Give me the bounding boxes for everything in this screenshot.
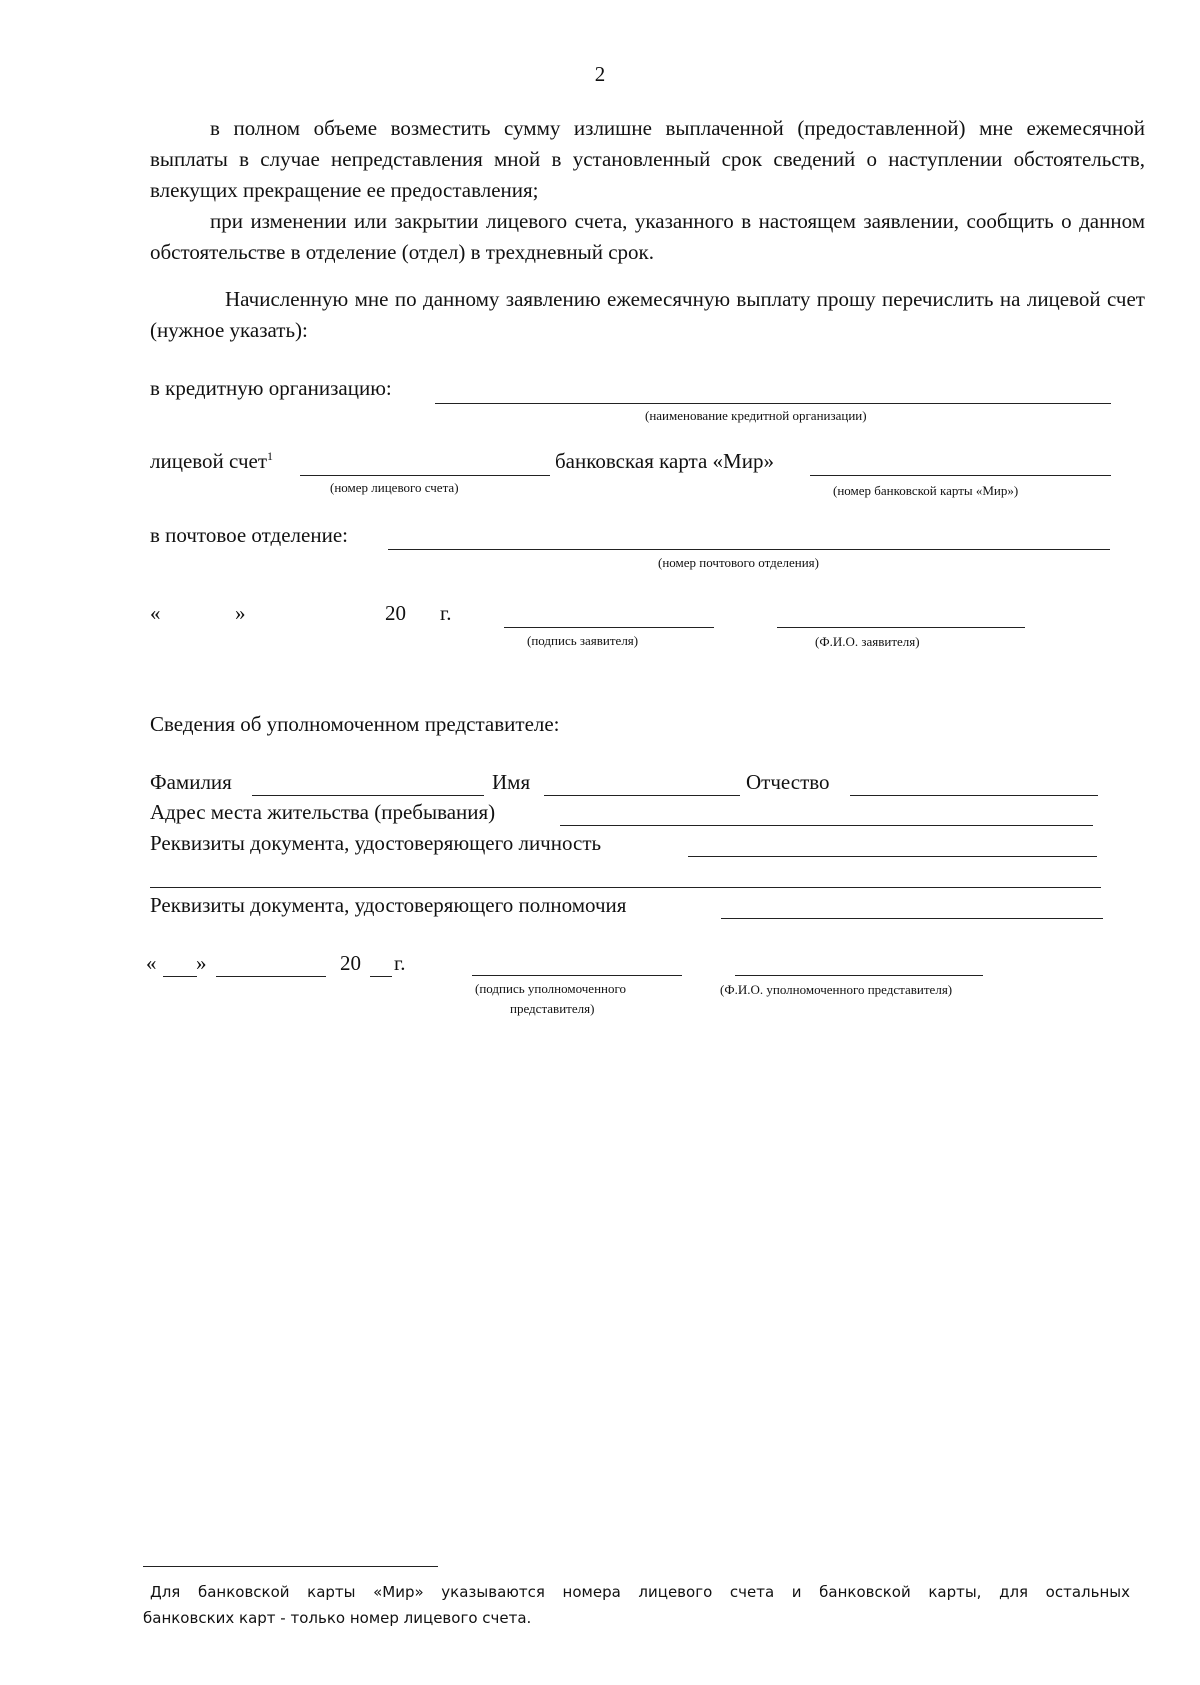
- rep-date-day-field[interactable]: [163, 976, 197, 977]
- rep-date-month-field[interactable]: [216, 976, 326, 977]
- first-name-field[interactable]: [544, 795, 740, 796]
- representative-signature-caption-1: (подпись уполномоченного: [475, 981, 626, 996]
- post-office-caption: (номер почтового отделения): [658, 555, 819, 570]
- authority-document-field[interactable]: [721, 918, 1103, 919]
- account-number-caption: (номер лицевого счета): [330, 480, 459, 495]
- credit-org-caption: (наименование кредитной организации): [645, 408, 867, 423]
- applicant-date-g: г.: [440, 601, 452, 625]
- rep-date-close-quote: »: [196, 951, 207, 975]
- footnote-line-2: банковских карт - только номер лицевого счета.: [143, 1609, 532, 1627]
- identity-document-field-continued[interactable]: [150, 887, 1101, 888]
- paragraph-transfer-request: Начисленную мне по данному заявлению ежемесячную выплату прошу перечислить на лицевой счет (нужное указать):: [150, 287, 1145, 342]
- surname-field[interactable]: [252, 795, 484, 796]
- mir-card-caption: (номер банковской карты «Мир»): [833, 483, 1019, 498]
- representative-signature-caption-2: представителя): [510, 1001, 595, 1016]
- post-office-label: в почтовое отделение:: [150, 523, 348, 547]
- paragraph-reimbursement: в полном объеме возместить сумму излишне выплаченной (предоставленной) мне ежемесячной выплаты в случае непредставления мной в установленный срок сведений о наступлении обстоятельств, влекущих прекращение ее предоставления;: [150, 116, 1145, 202]
- footnote-separator: [143, 1566, 438, 1567]
- representative-name-caption: (Ф.И.О. уполномоченного представителя): [720, 982, 953, 997]
- rep-date-open-quote: «: [146, 951, 157, 975]
- patronymic-field[interactable]: [850, 795, 1098, 796]
- applicant-date-year: 20: [385, 601, 406, 625]
- address-field[interactable]: [560, 825, 1093, 826]
- authority-document-label: Реквизиты документа, удостоверяющего полномочия: [150, 893, 627, 917]
- credit-org-field[interactable]: [435, 403, 1111, 404]
- applicant-date-close-quote: »: [235, 601, 246, 625]
- account-number-field[interactable]: [300, 475, 550, 476]
- applicant-name-field[interactable]: [777, 627, 1025, 628]
- footnote-line-1: Для банковской карты «Мир» указываются номера лицевого счета и банковской карты, для остальных: [150, 1583, 1130, 1601]
- applicant-name-caption: (Ф.И.О. заявителя): [815, 634, 920, 649]
- mir-card-label: банковская карта «Мир»: [555, 449, 774, 473]
- address-label: Адрес места жительства (пребывания): [150, 800, 496, 824]
- surname-label: Фамилия: [150, 770, 232, 794]
- post-office-field[interactable]: [388, 549, 1110, 550]
- first-name-label: Имя: [492, 770, 531, 794]
- applicant-signature-field[interactable]: [504, 627, 714, 628]
- paragraph-account-change: при изменении или закрытии лицевого счета, указанного в настоящем заявлении, сообщить о данном обстоятельстве в отделение (отдел) в трехдневный срок.: [150, 209, 1145, 264]
- identity-document-field[interactable]: [688, 856, 1097, 857]
- footnote-marker: 1: [267, 449, 273, 463]
- rep-date-g: г.: [394, 951, 406, 975]
- mir-card-number-field[interactable]: [810, 475, 1111, 476]
- applicant-signature-caption: (подпись заявителя): [527, 633, 639, 648]
- account-label: лицевой счет$^1$: [150, 449, 273, 473]
- page-number: 2: [594, 62, 606, 86]
- representative-heading: Сведения об уполномоченном представителе:: [150, 712, 560, 736]
- representative-name-field[interactable]: [735, 975, 983, 976]
- identity-document-label: Реквизиты документа, удостоверяющего личность: [150, 831, 602, 855]
- patronymic-label: Отчество: [746, 770, 830, 794]
- applicant-date-open-quote: «: [150, 601, 161, 625]
- rep-date-year: 20: [340, 951, 361, 975]
- credit-org-label: в кредитную организацию:: [150, 376, 392, 400]
- representative-signature-field[interactable]: [472, 975, 682, 976]
- rep-date-year-field[interactable]: [370, 976, 392, 977]
